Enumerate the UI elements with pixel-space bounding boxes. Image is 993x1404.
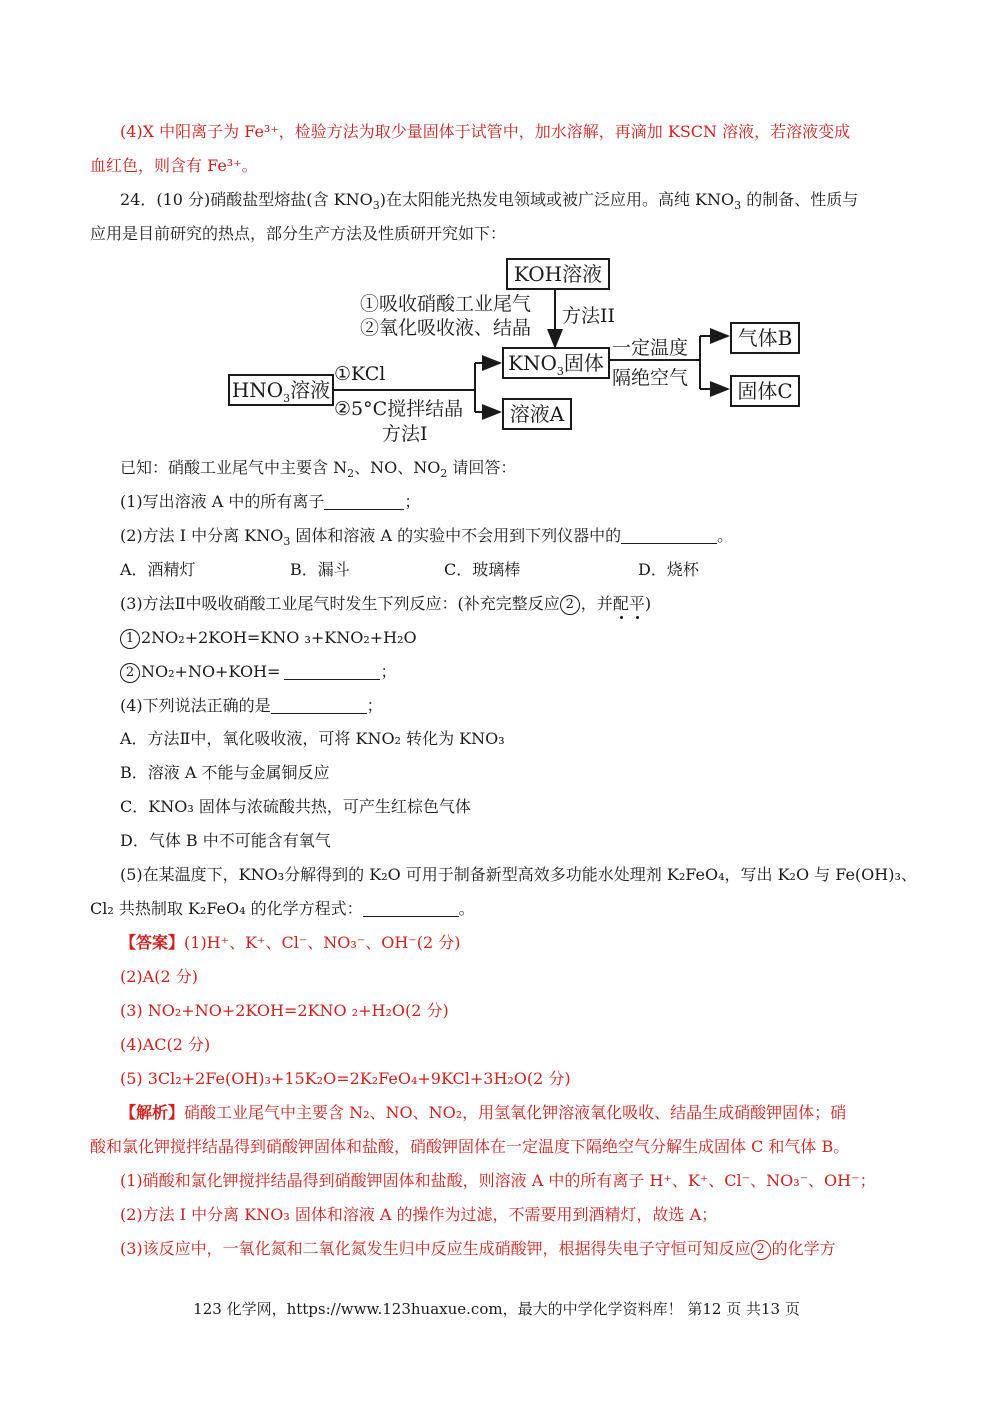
analysis-line-1 <box>120 1101 846 1125</box>
q2-text-a: (2)方法 I 中分离 KNO <box>120 526 284 545</box>
q4-blank[interactable] <box>271 697 367 714</box>
box-hno3-solution: $HNO_3$溶液 <box>228 374 334 406</box>
q3-text-c: ) <box>644 594 652 613</box>
label-stir-crystallize: ②5°C搅拌结晶 <box>334 398 464 420</box>
q3-reaction-number: 2 <box>560 595 580 615</box>
known-part-c: 请回答： <box>447 458 517 477</box>
q3-text-a: (3)方法Ⅱ中吸收硝酸工业尾气时发生下列反应：(补充完整反应 <box>120 594 560 613</box>
question-2: (2)方法 I 中分离 $KNO_3$ 固体和溶液 A 的实验中不会用到下列仪器中的 。 <box>120 526 734 549</box>
label-kcl: ①KCl <box>334 363 386 385</box>
q4-end: ； <box>366 696 383 715</box>
question-24-intro: 24．(10 分)硝酸盐型熔盐(含 $KNO_3$)在太阳能光热发电领域或被广泛应用。高纯 $KNO_3$ 的制备、性质与 <box>120 190 859 213</box>
label-oxidize-crystallize: ②氧化吸收液、结晶 <box>360 317 532 339</box>
q1-blank[interactable] <box>324 493 404 510</box>
reaction-2-end: ； <box>380 662 397 681</box>
answer-3: (3) NO₂+NO+2KOH=2KNO ₂+H₂O(2 分) <box>120 1001 449 1020</box>
reaction-1-number: 1 <box>120 629 140 649</box>
box-koh-solution: KOH溶液 <box>506 258 610 290</box>
answer-5: (5) 3Cl₂+2Fe(OH)₃+15K₂O=2K₂FeO₄+9KCl+3H₂O(2 分) <box>120 1069 571 1088</box>
known-part-b: 、NO、NO <box>354 458 441 477</box>
q3-emphasis-1: 配 <box>612 594 629 613</box>
answer-4: (4)AC(2 分) <box>120 1035 211 1054</box>
answer-4-line-2: 血红色，则含有 Fe³⁺。 <box>90 156 258 175</box>
answer-1-text: (1)H⁺、K⁺、Cl⁻、NO₃⁻、OH⁻(2 分) <box>184 933 461 952</box>
reaction-2-blank[interactable] <box>284 663 380 680</box>
q4-option-b: B．溶液 A 不能与金属铜反应 <box>120 763 330 782</box>
analysis-line-1-text: 硝酸工业尾气中主要含 N₂、NO、NO₂，用氢氧化钾溶液氧化吸收、结晶生成硝酸钾固体；硝 <box>184 1103 847 1122</box>
question-4 <box>120 694 383 718</box>
analysis-line-2: 酸和氯化钾搅拌结晶得到硝酸钾固体和盐酸，硝酸钾固体在一定温度下隔绝空气分解生成固体 C 和气体 B。 <box>90 1137 850 1156</box>
q4-text: (4)下列说法正确的是 <box>120 696 271 715</box>
intro-part-c: 的制备、性质与 <box>741 190 859 209</box>
analysis-line-3: (1)硝酸和氯化钾搅拌结晶得到硝酸钾固体和盐酸，则溶液 A 中的所有离子 H⁺、K⁺、Cl⁻、NO₃⁻、OH⁻； <box>120 1171 876 1190</box>
known-part-a: 已知：硝酸工业尾气中主要含 N <box>120 458 348 477</box>
q5-text: Cl₂ 共热制取 K₂FeO₄ 的化学方程式： <box>90 899 363 918</box>
analysis-line-5-text-b: 的化学方 <box>771 1239 836 1258</box>
q2-option-d: D．烧杯 <box>638 560 699 579</box>
q4-option-a: A．方法Ⅱ中，氧化吸收液，可将 KNO₂ 转化为 KNO₃ <box>120 729 505 748</box>
answer-2: (2)A(2 分) <box>120 967 198 986</box>
answer-1 <box>120 931 461 955</box>
label-certain-temperature: 一定温度 <box>612 337 689 359</box>
kno3-solid-text: 固体 <box>563 351 604 375</box>
reaction-2 <box>120 660 396 684</box>
process-flow-diagram <box>220 256 820 451</box>
q1-text: (1)写出溶液 A 中的所有离子 <box>120 492 325 511</box>
reaction-2-number: 2 <box>120 663 140 683</box>
analysis-reaction-number: 2 <box>751 1240 771 1260</box>
label-method-2: 方法II <box>562 305 616 327</box>
known-info: 已知：硝酸工业尾气中主要含 $N_2$、NO、$NO_2$ 请回答： <box>120 458 517 481</box>
q5-end: 。 <box>458 899 475 918</box>
label-method-1: 方法I <box>382 423 428 445</box>
intro-part-a: 24．(10 分)硝酸盐型熔盐(含 KNO <box>120 190 373 209</box>
box-solution-a: 溶液A <box>502 398 572 430</box>
hno3-formula: HNO <box>231 378 284 402</box>
reaction-1-equation: 2NO₂+2KOH=KNO ₃+KNO₂+H₂O <box>141 628 417 647</box>
question-5-line-1: (5)在某温度下，KNO₃分解得到的 K₂O 可用于制备新型高效多功能水处理剂 K₂FeO₄，写出 K₂O 与 Fe(OH)₃、 <box>120 865 917 884</box>
label-isolate-air: 隔绝空气 <box>612 367 689 389</box>
question-1 <box>120 490 420 514</box>
q2-end: 。 <box>717 526 734 545</box>
q2-text-b: 固体和溶液 A 的实验中不会用到下列仪器中的 <box>290 526 622 545</box>
box-gas-b: 气体B <box>730 322 800 354</box>
intro-part-b: )在太阳能光热发电领域或被广泛应用。高纯 KNO <box>379 190 735 209</box>
question-24-intro-line-2: 应用是目前研究的热点，部分生产方法及性质研开究如下： <box>90 224 507 243</box>
q2-blank[interactable] <box>621 527 717 544</box>
q2-option-a: A．酒精灯 <box>120 560 196 579</box>
answer-4-line-1: (4)X 中阳离子为 Fe³⁺，检验方法为取少量固体于试管中，加水溶解，再滴加 KSCN 溶液，若溶液变成 <box>120 122 851 141</box>
q3-text-b: ，并 <box>580 594 613 613</box>
answer-tag: 【答案】 <box>120 933 185 952</box>
analysis-line-4: (2)方法 I 中分离 KNO₃ 固体和溶液 A 的操作为过滤，不需要用到酒精灯，故选 A； <box>120 1205 718 1224</box>
q1-end: ； <box>404 492 421 511</box>
q2-option-b: B．漏斗 <box>290 560 350 579</box>
question-5-line-2 <box>90 897 475 921</box>
q4-option-c: C．KNO₃ 固体与浓硫酸共热，可产生红棕色气体 <box>120 797 471 816</box>
q3-emphasis-2: 平 <box>628 594 645 613</box>
kno3-formula: KNO <box>508 351 557 375</box>
analysis-line-5-text-a: (3)该反应中，一氧化氮和二氧化氮发生归中反应生成硝酸钾，根据得失电子守恒可知反应 <box>120 1239 751 1258</box>
box-solid-c: 固体C <box>730 375 800 407</box>
reaction-1 <box>120 626 417 650</box>
hno3-solution-text: 溶液 <box>290 378 331 402</box>
analysis-line-5 <box>120 1237 836 1261</box>
page-footer: 123 化学网，https://www.123huaxue.com，最大的中学化学资料库！ 第12 页 共13 页 <box>193 1300 800 1318</box>
question-3 <box>120 592 651 616</box>
q4-option-d: D．气体 B 中不可能含有氧气 <box>120 831 331 850</box>
analysis-tag: 【解析】 <box>120 1103 185 1122</box>
box-kno3-solid: $KNO_3$固体 <box>502 347 610 379</box>
label-absorb-tail-gas: ①吸收硝酸工业尾气 <box>360 293 532 315</box>
q5-blank[interactable] <box>363 900 459 917</box>
reaction-2-equation: NO₂+NO+KOH= <box>141 662 281 681</box>
q2-option-c: C．玻璃棒 <box>444 560 521 579</box>
